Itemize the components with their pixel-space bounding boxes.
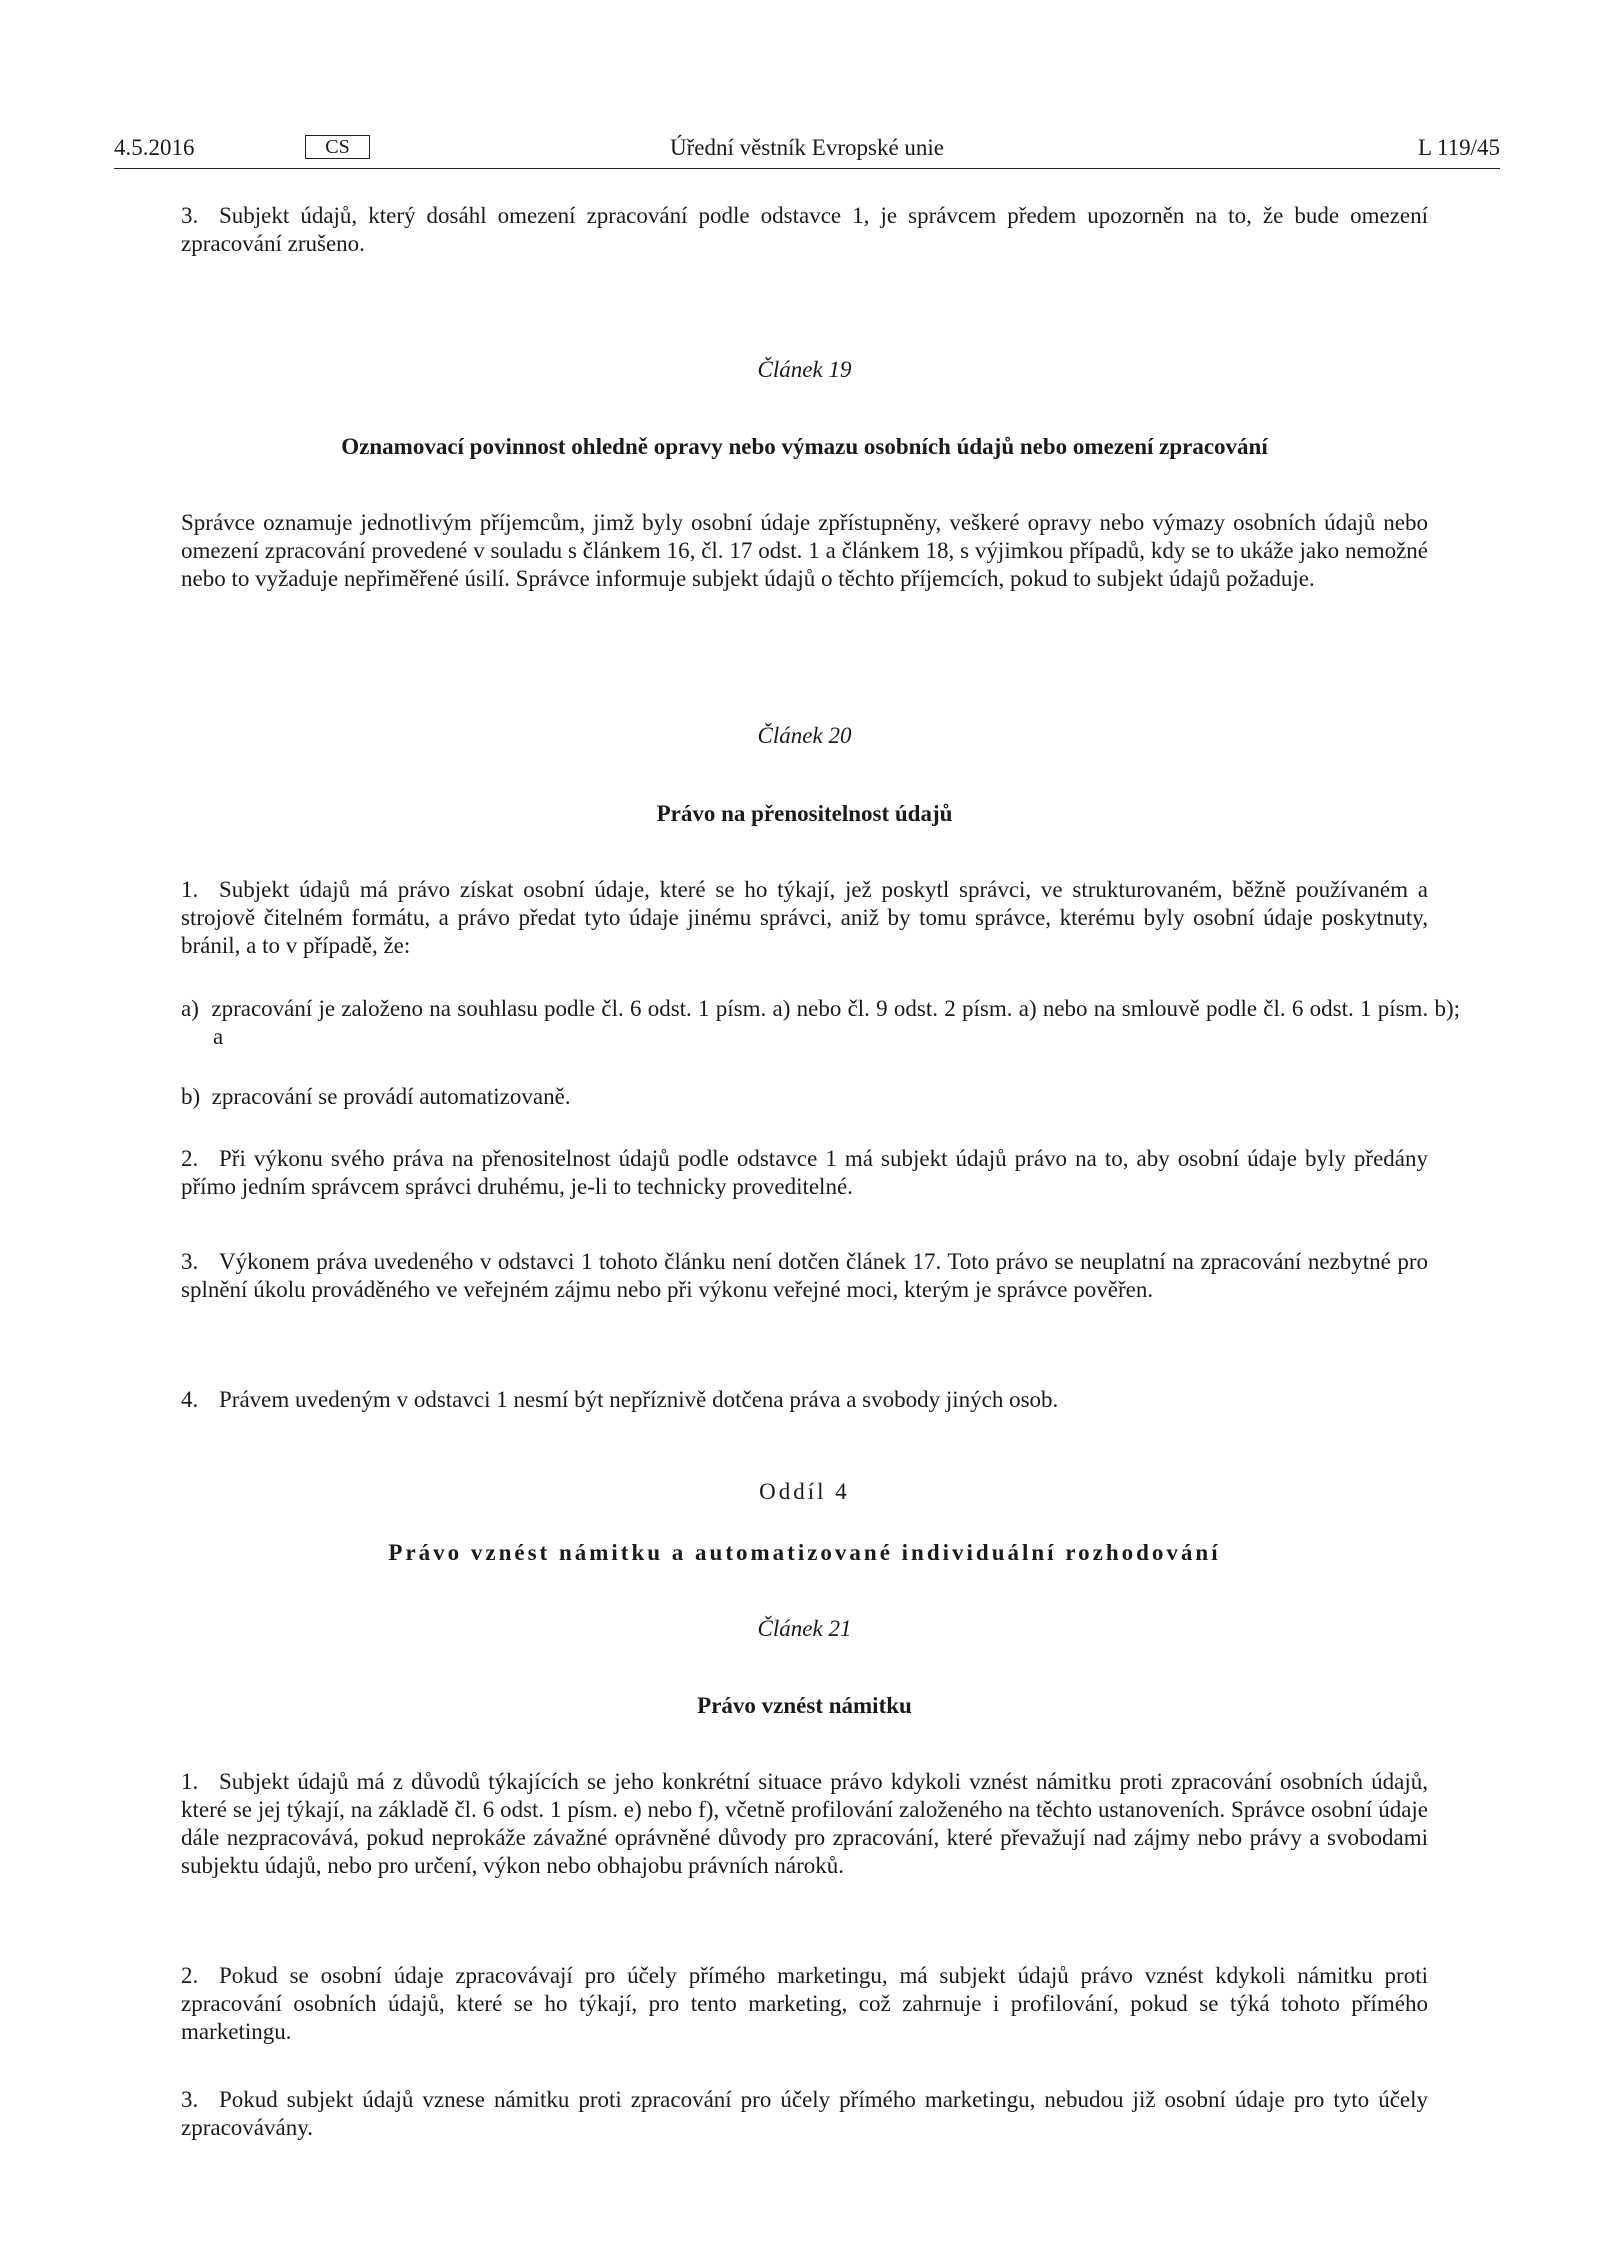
paragraph-text: Subjekt údajů, který dosáhl omezení zpracování podle odstavce 1, je správcem předem upozorněn na to, že bude omezení zpracování zrušeno. (181, 203, 1428, 256)
article-19-paragraph: Správce oznamuje jednotlivým příjemcům, jimž byly osobní údaje zpřístupněny, veškeré opravy nebo výmazy osobních údajů nebo omezení zpracování provedené v souladu s článkem 16, čl. 17 odst. 1 a článkem 18, s výjimkou případů, kdy se to ukáže jako nemožné nebo to vyžaduje nepřiměřené úsilí. Správce informuje subjekt údajů o těchto příjemcích, pokud to subjekt údajů požaduje. (181, 510, 1428, 591)
article-21-title: Právo vznést námitku (697, 1693, 912, 1718)
article-20-title: Právo na přenositelnost údajů (656, 801, 953, 826)
paragraph-text: Při výkonu svého práva na přenositelnost údajů podle odstavce 1 má subjekt údajů právo na to, aby osobní údaje byly předány přímo jedním správcem správci druhému, je-li to technicky proveditelné. (181, 1146, 1428, 1199)
paragraph-number: 4. (181, 1387, 199, 1412)
paragraph-text: Výkonem práva uvedeného v odstavci 1 tohoto článku není dotčen článek 17. Toto právo se neuplatní na zpracování nezbytné pro splnění úkolu prováděného ve veřejném zájmu nebo při výkonu veřejné moci, kterým je správce pověřen. (181, 1249, 1428, 1302)
paragraph-number: 3. (181, 203, 199, 228)
article-19-title: Oznamovací povinnost ohledně opravy nebo výmazu osobních údajů nebo omezení zpracování (341, 434, 1268, 459)
article-20-paragraph-4 (181, 1386, 1428, 1414)
section-4-title: Právo vznést námitku a automatizované individuální rozhodování (388, 1540, 1221, 1565)
paragraph-text: Subjekt údajů má z důvodů týkajících se jeho konkrétní situace právo kdykoli vznést námitku proti zpracování osobních údajů, které se jej týkají, na základě čl. 6 odst. 1 písm. e) nebo f), včetně profilování založeného na těchto ustanoveních. Správce osobní údaje dále nezpracovává, pokud neprokáže závažné oprávněné důvody pro zpracování, které převažují nad zájmy nebo právy a svobodami subjektu údajů, nebo pro určení, výkon nebo obhajobu právních nároků. (181, 1769, 1428, 1878)
paragraph-number: 2. (181, 1963, 199, 1988)
article-20-paragraph-1 (181, 876, 1428, 960)
paragraph-number: 3. (181, 1249, 199, 1274)
article-20-label: Článek 20 (757, 723, 852, 748)
paragraph-number: 1. (181, 877, 199, 902)
list-item-a: a) zpracování je založeno na souhlasu podle čl. 6 odst. 1 písm. a) nebo čl. 9 odst. 2 písm. a) nebo na smlouvě podle čl. 6 odst. 1 písm. b); a (181, 996, 1460, 1049)
list-item-b: b) zpracování se provádí automatizovaně. (181, 1084, 571, 1109)
paragraph-number: 1. (181, 1769, 199, 1794)
article-20-paragraph-3 (181, 1248, 1428, 1304)
header-page-number: L 119/45 (1418, 135, 1500, 160)
paragraph-text: Právem uvedeným v odstavci 1 nesmí být nepříznivě dotčena práva a svobody jiných osob. (219, 1387, 1059, 1412)
header-journal-title: Úřední věstník Evropské unie (669, 135, 945, 160)
article-21-label: Článek 21 (757, 1616, 852, 1641)
header-language-box: CS (305, 135, 370, 159)
paragraph-number: 2. (181, 1146, 199, 1171)
article-21-paragraph-2 (181, 1962, 1428, 2046)
paragraph-text: Subjekt údajů má právo získat osobní údaje, které se ho týkají, jež poskytl správci, ve strukturovaném, běžně používaném a strojově čitelném formátu, a právo předat tyto údaje jinému správci, aniž by tomu správce, kterému byly osobní údaje poskytnuty, bránil, a to v případě, že: (181, 877, 1428, 958)
paragraph-text: Pokud subjekt údajů vznese námitku proti zpracování pro účely přímého marketingu, nebudou již osobní údaje pro tyto účely zpracovávány. (181, 2087, 1428, 2140)
page-header (114, 134, 1500, 169)
article-19-label: Článek 19 (757, 357, 852, 382)
header-date: 4.5.2016 (114, 135, 195, 160)
paragraph-text: Pokud se osobní údaje zpracovávají pro účely přímého marketingu, má subjekt údajů právo vznést kdykoli námitku proti zpracování osobních údajů, které se ho týkají, pro tento marketing, což zahrnuje i profilování, pokud se týká tohoto přímého marketingu. (181, 1963, 1428, 2044)
article-21-paragraph-3 (181, 2086, 1428, 2142)
section-4-label: Oddíl 4 (759, 1479, 850, 1504)
article-21-paragraph-1 (181, 1768, 1428, 1880)
paragraph-number: 3. (181, 2087, 199, 2112)
intro-paragraph (181, 202, 1428, 258)
article-20-paragraph-2 (181, 1145, 1428, 1201)
